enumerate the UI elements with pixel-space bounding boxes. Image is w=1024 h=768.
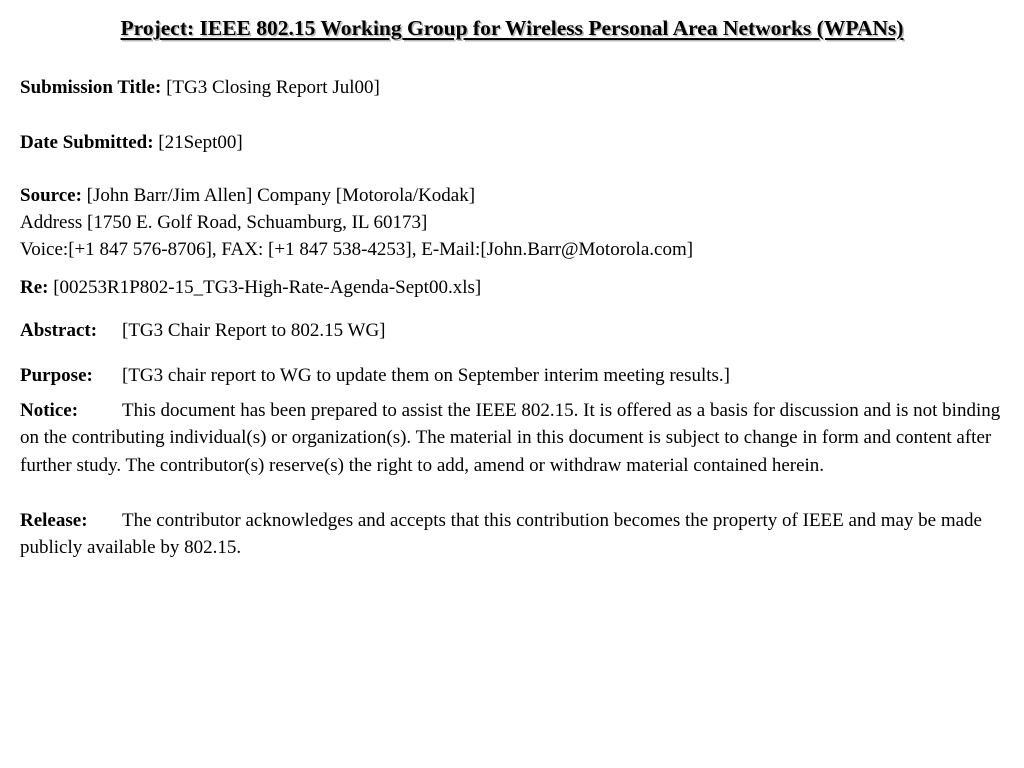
date-submitted-label: Date Submitted: xyxy=(20,132,154,153)
re-label: Re: xyxy=(20,277,49,298)
purpose-label: Purpose: xyxy=(20,365,93,386)
release-text: The contributor acknowledges and accepts that this contribution becomes the property of IEEE and may be made publicly available by 802.15. xyxy=(20,510,982,559)
re-value: [00253R1P802-15_TG3-High-Rate-Agenda-Sept00.xls] xyxy=(53,277,482,298)
source-value: [John Barr/Jim Allen] Company [Motorola/Kodak] xyxy=(86,185,476,206)
purpose-line xyxy=(20,362,730,389)
submission-title-value: [TG3 Closing Report Jul00] xyxy=(166,77,380,98)
release-label: Release: xyxy=(20,510,88,531)
date-submitted-value: [21Sept00] xyxy=(158,132,243,153)
notice-paragraph xyxy=(20,397,1010,479)
re-line xyxy=(20,274,481,301)
purpose-value: [TG3 chair report to WG to update them on September interim meeting results.] xyxy=(122,365,731,386)
abstract-label: Abstract: xyxy=(20,320,98,341)
abstract-value: [TG3 Chair Report to 802.15 WG] xyxy=(122,320,386,341)
source-contact: Voice:[+1 847 576-8706], FAX: [+1 847 538-4253], E-Mail:[John.Barr@Motorola.com] xyxy=(20,239,694,260)
release-paragraph xyxy=(20,507,1010,562)
project-title: Project: IEEE 802.15 Working Group for Wireless Personal Area Networks (WPANs) xyxy=(120,16,904,40)
notice-text: This document has been prepared to assist the IEEE 802.15. It is offered as a basis for discussion and is not binding on the contributing individual(s) or organization(s). The material in this document is subject to change in form and content after further study. The contributor(s) reserve(s) the right to add, amend or withdraw material contained herein. xyxy=(20,400,1001,476)
source-address: Address [1750 E. Golf Road, Schuamburg, IL 60173] xyxy=(20,212,428,233)
submission-title-label: Submission Title: xyxy=(20,77,162,98)
abstract-line xyxy=(20,317,386,344)
notice-label: Notice: xyxy=(20,400,79,421)
source-line xyxy=(20,182,475,209)
submission-title-line xyxy=(20,74,380,101)
source-label: Source: xyxy=(20,185,82,206)
date-submitted-line xyxy=(20,129,243,156)
